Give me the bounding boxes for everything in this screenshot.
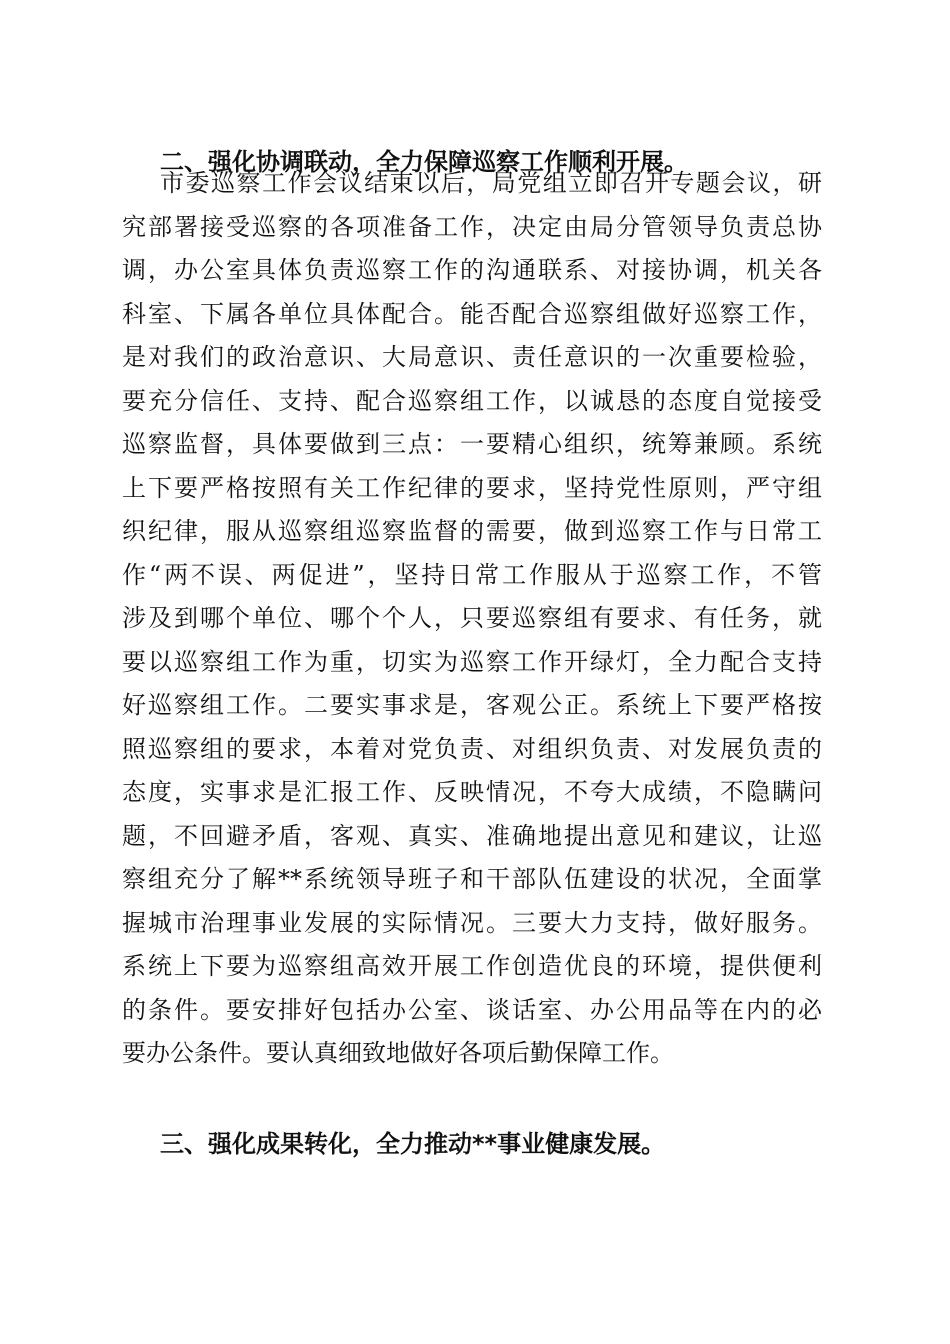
- body-line: 巡察监督，具体要做到三点：一要精心组织，统筹兼顾。系统: [122, 430, 822, 458]
- body-line: 市委巡察工作会议结束以后，局党组立即召开专题会议，研: [160, 169, 822, 197]
- body-line: 系统上下要为巡察组高效开展工作创造优良的环境，提供便利: [122, 952, 822, 980]
- body-line: 涉及到哪个单位、哪个个人，只要巡察组有要求、有任务，就: [122, 604, 822, 632]
- body-line: 上下要严格按照有关工作纪律的要求，坚持党性原则，严守组: [122, 473, 822, 502]
- body-line: 握城市治理事业发展的实际情况。三要大力支持，做好服务。: [122, 908, 822, 937]
- section-heading-three: 三、强化成果转化，全力推动**事业健康发展。: [160, 1130, 666, 1158]
- body-line: 的条件。要安排好包括办公室、谈话室、办公用品等在内的必: [122, 995, 822, 1024]
- body-line: 要办公条件。要认真细致地做好各项后勤保障工作。: [122, 1039, 674, 1067]
- body-line: 作“两不误、两促进”，坚持日常工作服从于巡察工作，不管: [122, 560, 822, 589]
- body-line: 照巡察组的要求，本着对党负责、对组织负责、对发展负责的: [122, 734, 822, 763]
- body-line: 是对我们的政治意识、大局意识、责任意识的一次重要检验，: [122, 343, 822, 371]
- body-line: 态度，实事求是汇报工作、反映情况，不夸大成绩，不隐瞒问: [122, 778, 822, 806]
- body-line: 究部署接受巡察的各项准备工作，决定由局分管领导负责总协: [122, 212, 822, 241]
- body-line: 察组充分了解**系统领导班子和干部队伍建设的状况，全面掌: [122, 865, 822, 893]
- body-line: 科室、下属各单位具体配合。能否配合巡察组做好巡察工作，: [122, 299, 822, 328]
- body-line: 调，办公室具体负责巡察工作的沟通联系、对接协调，机关各: [122, 256, 822, 284]
- body-line: 要充分信任、支持、配合巡察组工作，以诚恳的态度自觉接受: [122, 386, 822, 415]
- section-heading-two: 二、强化协调联动，全力保障巡察工作顺利开展。: [160, 148, 688, 176]
- body-line: 题，不回避矛盾，客观、真实、准确地提出意见和建议，让巡: [122, 821, 822, 850]
- body-line: 织纪律，服从巡察组巡察监督的需要，做到巡察工作与日常工: [122, 517, 822, 545]
- body-line: 好巡察组工作。二要实事求是，客观公正。系统上下要严格按: [122, 691, 822, 719]
- body-line: 要以巡察组工作为重，切实为巡察工作开绿灯，全力配合支持: [122, 647, 822, 676]
- section-two-body: [122, 162, 822, 1076]
